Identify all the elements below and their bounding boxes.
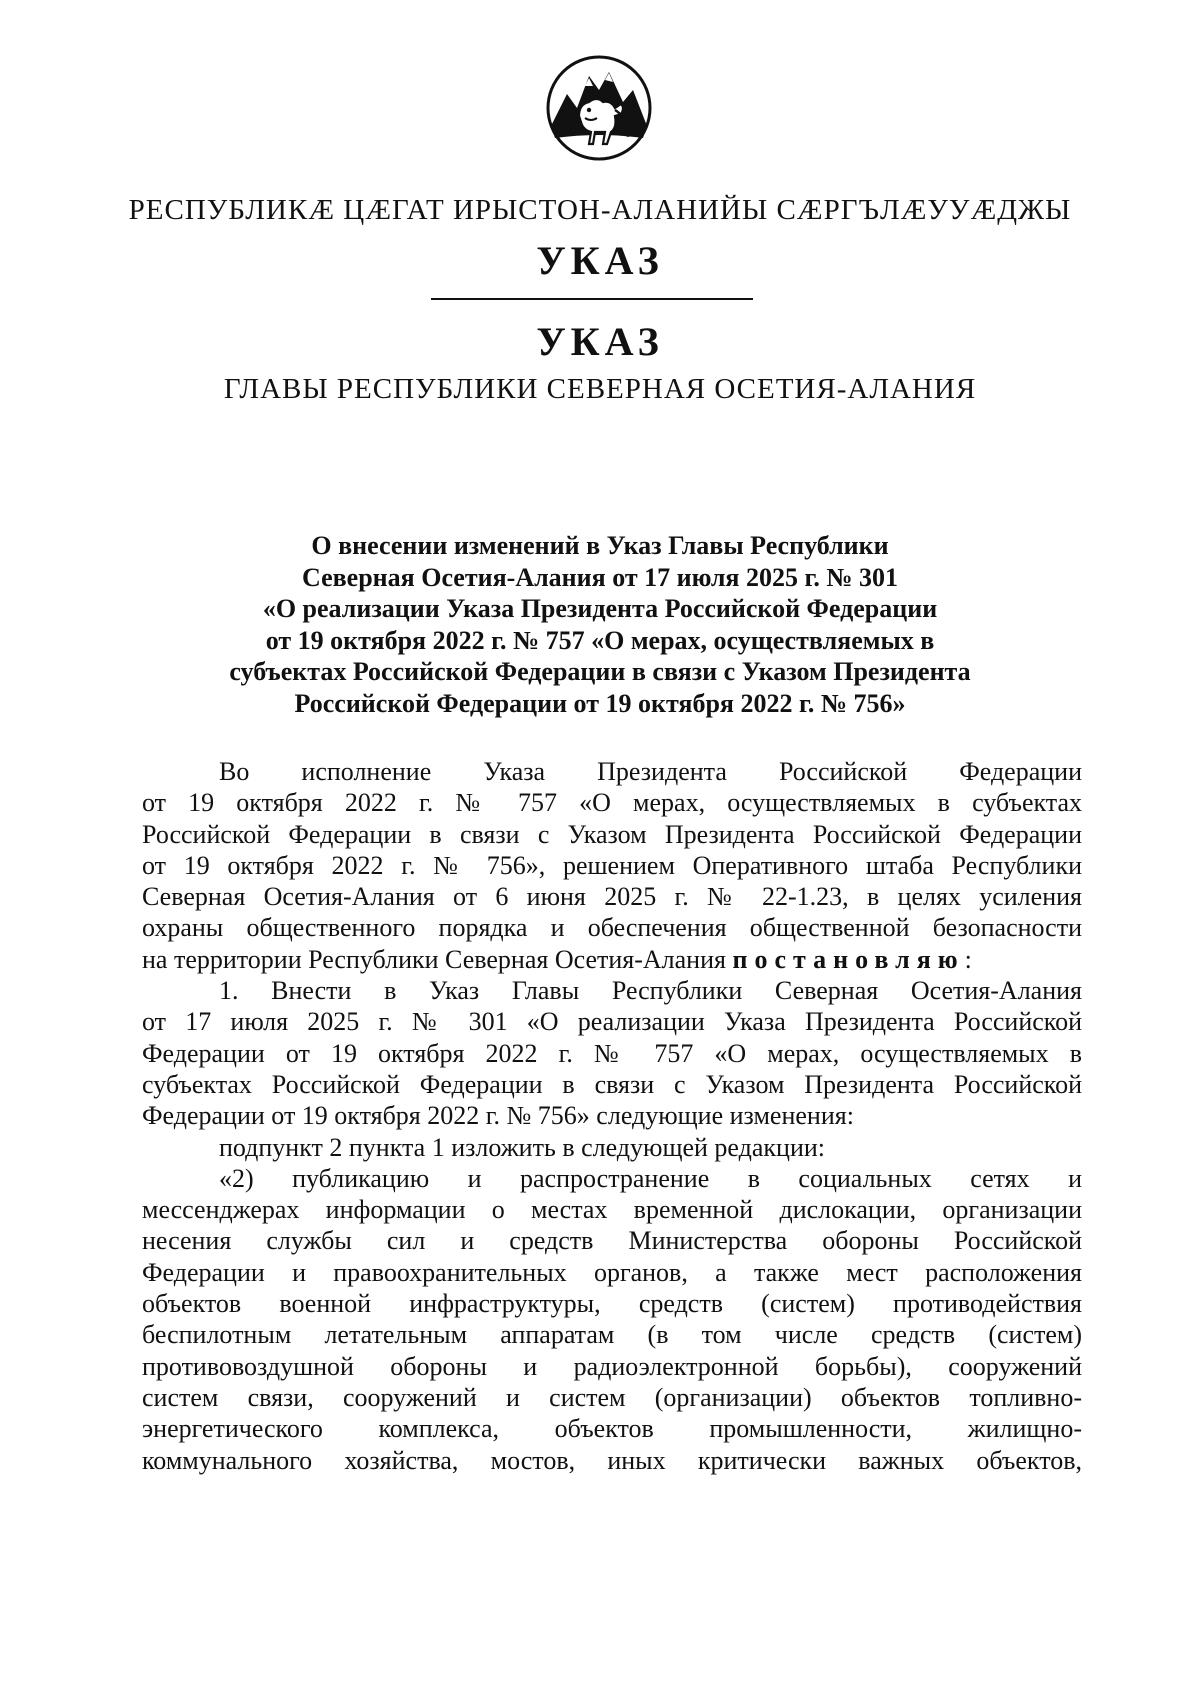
body-line: Федерации и правоохранительных органов, а также мест расположения <box>142 1257 1082 1287</box>
body-line: Во исполнение Указа Президента Российской Федерации <box>219 757 1082 786</box>
body-line: от 17 июля 2025 г. № 301 «О реализации Указа Президента Российской <box>142 1007 1082 1037</box>
body-line: несения службы сил и средств Министерства обороны Российской <box>142 1226 1082 1256</box>
body-line: Северная Осетия-Алания от 6 июня 2025 г. № 22-1.23, в целях усиления <box>142 882 1082 912</box>
body-line: подпункт 2 пункта 1 изложить в следующей редакции: <box>219 1132 825 1162</box>
body-line: Федерации от 19 октября 2022 г. № 757 «О мерах, осуществляемых в <box>142 1038 1082 1068</box>
body-line: субъектах Российской Федерации в связи с Указом Президента Российской <box>142 1069 1082 1099</box>
title-line: Российской Федерации от 19 октября 2022 г. № 756» <box>294 688 906 718</box>
decree-heading-ossetian: УКАЗ <box>536 238 664 283</box>
body-line-text: на территории Республики Северная Осетия-Алания <box>142 944 726 974</box>
heading-divider <box>431 298 753 300</box>
body-line: противовоздушной обороны и радиоэлектронной борьбы), сооружений <box>142 1351 1082 1381</box>
coat-of-arms-icon <box>545 52 653 164</box>
body-line: «2) публикацию и распространение в социальных сетях и <box>219 1163 1082 1193</box>
body-line: объектов военной инфраструктуры, средств (систем) противодействия <box>142 1289 1082 1319</box>
decree-word: постановляю <box>732 944 965 974</box>
title-line: Северная Осетия-Алания от 17 июля 2025 г. № 301 <box>302 562 898 592</box>
title-line: от 19 октября 2022 г. № 757 «О мерах, осуществляемых в <box>265 625 935 655</box>
title-line: «О реализации Указа Президента Российской Федерации <box>262 594 938 624</box>
body-line: охраны общественного порядка и обеспечения общественной безопасности <box>142 913 1082 943</box>
ossetian-heading: РЕСПУБЛИКÆ ЦÆГАТ ИРЫСТОН-АЛАНИЙЫ СÆРГЪЛÆУУÆДЖЫ <box>128 194 1072 226</box>
body-line: мессенджерах информации о местах временной дислокации, организации <box>142 1195 1082 1225</box>
body-line: Федерации от 19 октября 2022 г. № 756» следующие изменения: <box>142 1101 854 1131</box>
russian-heading: ГЛАВЫ РЕСПУБЛИКИ СЕВЕРНАЯ ОСЕТИЯ-АЛАНИЯ <box>223 373 977 405</box>
body-line: от 19 октября 2022 г. № 757 «О мерах, осуществляемых в субъектах <box>142 788 1082 818</box>
decree-colon: : <box>964 944 972 974</box>
body-line: 1. Внести в Указ Главы Республики Северная Осетия-Алания <box>219 976 1082 1006</box>
body-line: коммунального хозяйства, мостов, иных критически важных объектов, <box>142 1445 1082 1475</box>
decree-heading-russian: УКАЗ <box>536 319 664 364</box>
body-line-decree <box>142 944 1082 975</box>
decree-title <box>140 530 1060 720</box>
body-line: Российской Федерации в связи с Указом Президента Российской Федерации <box>142 819 1082 849</box>
body-line: энергетического комплекса, объектов промышленности, жилищно- <box>142 1414 1082 1444</box>
body-line: беспилотным летательным аппаратам (в том числе средств (систем) <box>142 1320 1082 1350</box>
title-line: субъектах Российской Федерации в связи с Указом Президента <box>229 657 971 687</box>
title-line: О внесении изменений в Указ Главы Республики <box>311 531 889 560</box>
body-line: от 19 октября 2022 г. № 756», решением Оперативного штаба Республики <box>142 850 1082 880</box>
body-line: систем связи, сооружений и систем (организации) объектов топливно- <box>142 1382 1082 1412</box>
decree-body <box>142 756 1082 1476</box>
